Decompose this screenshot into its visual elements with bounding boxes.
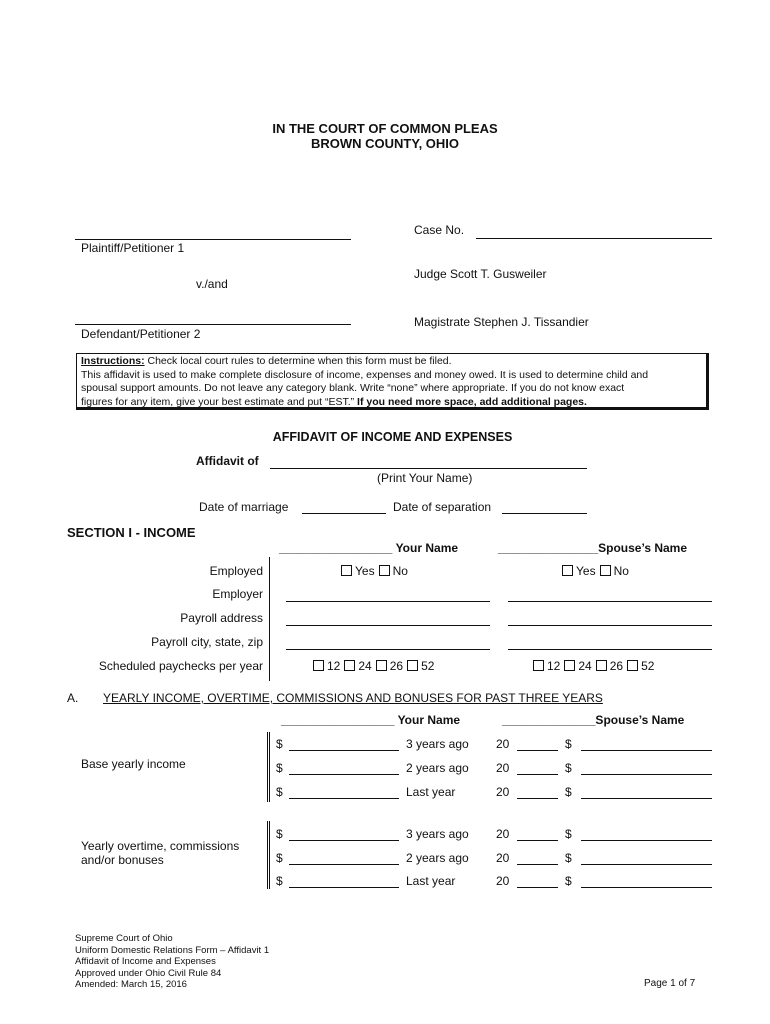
overtime-label-line2: and/or bonuses bbox=[81, 853, 164, 867]
base-income-bracket bbox=[267, 732, 270, 802]
period-label: 2 years ago bbox=[406, 851, 469, 865]
period-label: 3 years ago bbox=[406, 827, 469, 841]
spouse-name-header: _______________Spouse’s Name bbox=[498, 541, 688, 555]
your-amount-field[interactable] bbox=[289, 887, 399, 888]
spouse-dollar-sign: $ bbox=[565, 761, 572, 775]
plaintiff-field[interactable] bbox=[75, 239, 351, 240]
payroll-city-label: Payroll city, state, zip bbox=[151, 635, 263, 649]
overtime-bracket bbox=[267, 821, 270, 889]
your-amount-field[interactable] bbox=[289, 864, 399, 865]
paycheck-checkbox[interactable] bbox=[627, 660, 638, 671]
section-a-letter: A. bbox=[67, 691, 79, 705]
period-label: Last year bbox=[406, 785, 456, 799]
footer-line: Approved under Ohio Civil Rule 84 bbox=[75, 967, 222, 979]
your-employed-no-checkbox[interactable] bbox=[379, 565, 390, 576]
spouse-payroll-city-field[interactable] bbox=[508, 649, 712, 650]
your-payroll-city-field[interactable] bbox=[286, 649, 490, 650]
period-label: 2 years ago bbox=[406, 761, 469, 775]
your-dollar-sign: $ bbox=[276, 851, 283, 865]
affidavit-title: AFFIDAVIT OF INCOME AND EXPENSES bbox=[272, 430, 513, 444]
your-dollar-sign: $ bbox=[276, 874, 283, 888]
your-name-header: _________________ Your Name bbox=[279, 541, 459, 555]
pay-option-label: 26 bbox=[609, 659, 624, 673]
pay-option-label: 26 bbox=[389, 659, 404, 673]
vs-label: v./and bbox=[196, 277, 228, 291]
date-marriage-field[interactable] bbox=[302, 513, 386, 514]
spouse-payroll-address-field[interactable] bbox=[508, 625, 712, 626]
pay-option-label: 12 bbox=[327, 659, 341, 673]
payroll-address-label: Payroll address bbox=[180, 611, 263, 625]
your-dollar-sign: $ bbox=[276, 827, 283, 841]
yes-label: Yes bbox=[355, 564, 375, 578]
pay-option-label: 12 bbox=[547, 659, 561, 673]
spouse-employed-options bbox=[562, 564, 633, 578]
your-amount-field[interactable] bbox=[289, 840, 399, 841]
case-no-field[interactable] bbox=[476, 238, 712, 239]
your-employed-yes-checkbox[interactable] bbox=[341, 565, 352, 576]
spouse-employed-yes-checkbox[interactable] bbox=[562, 565, 573, 576]
your-dollar-sign: $ bbox=[276, 785, 283, 799]
spouse-dollar-sign: $ bbox=[565, 874, 572, 888]
your-employed-options bbox=[341, 564, 412, 578]
defendant-field[interactable] bbox=[75, 324, 351, 325]
year-prefix: 20 bbox=[496, 737, 510, 751]
section-i-divider bbox=[269, 557, 270, 681]
year-prefix: 20 bbox=[496, 874, 510, 888]
date-separation-label: Date of separation bbox=[393, 500, 492, 514]
year-field[interactable] bbox=[517, 774, 558, 775]
instructions-line1: Check local court rules to determine when this form must be filed. bbox=[144, 355, 452, 367]
section-a-title: YEARLY INCOME, OVERTIME, COMMISSIONS AND BONUSES FOR PAST THREE YEARS bbox=[103, 691, 603, 705]
your-dollar-sign: $ bbox=[276, 761, 283, 775]
paycheck-checkbox[interactable] bbox=[596, 660, 607, 671]
yes-label: Yes bbox=[576, 564, 596, 578]
base-yearly-income-label: Base yearly income bbox=[81, 757, 186, 771]
your-dollar-sign: $ bbox=[276, 737, 283, 751]
year-prefix: 20 bbox=[496, 761, 510, 775]
overtime-label-line1: Yearly overtime, commissions bbox=[81, 839, 240, 853]
instructions-line2: This affidavit is used to make complete disclosure of income, expenses and money owed. It is used to determine child and bbox=[81, 368, 649, 381]
paychecks-label: Scheduled paychecks per year bbox=[98, 659, 263, 673]
spouse-amount-field[interactable] bbox=[581, 864, 712, 865]
spouse-amount-field[interactable] bbox=[581, 887, 712, 888]
instructions-line4: figures for any item, give your best estimate and put “EST.” bbox=[81, 395, 358, 408]
year-field[interactable] bbox=[517, 864, 558, 865]
date-separation-field[interactable] bbox=[502, 513, 587, 514]
judge-name: Judge Scott T. Gusweiler bbox=[414, 267, 547, 281]
year-field[interactable] bbox=[517, 750, 558, 751]
spouse-employed-no-checkbox[interactable] bbox=[600, 565, 611, 576]
year-prefix: 20 bbox=[496, 827, 510, 841]
spouse-amount-field[interactable] bbox=[581, 750, 712, 751]
employer-label: Employer bbox=[212, 587, 263, 601]
affiant-name-field[interactable] bbox=[270, 468, 587, 469]
year-field[interactable] bbox=[517, 840, 558, 841]
footer-block bbox=[75, 933, 269, 991]
no-label: No bbox=[613, 564, 629, 578]
pay-option-label: 24 bbox=[578, 659, 592, 673]
paycheck-checkbox[interactable] bbox=[407, 660, 418, 671]
pay-option-label: 52 bbox=[641, 659, 655, 673]
county-name: BROWN COUNTY, OHIO bbox=[310, 136, 460, 151]
print-name-hint: (Print Your Name) bbox=[377, 471, 473, 485]
spouse-dollar-sign: $ bbox=[565, 737, 572, 751]
year-prefix: 20 bbox=[496, 851, 510, 865]
paycheck-checkbox[interactable] bbox=[564, 660, 575, 671]
no-label: No bbox=[392, 564, 408, 578]
section-a-your-name-header: _________________ Your Name bbox=[281, 713, 461, 727]
year-prefix: 20 bbox=[496, 785, 510, 799]
your-amount-field[interactable] bbox=[289, 798, 399, 799]
section-i-title: SECTION I - INCOME bbox=[67, 525, 196, 540]
your-payroll-address-field[interactable] bbox=[286, 625, 490, 626]
footer-line: Supreme Court of Ohio bbox=[75, 933, 173, 944]
period-label: Last year bbox=[406, 874, 456, 888]
spouse-dollar-sign: $ bbox=[565, 785, 572, 799]
section-a-spouse-name-header: ______________Spouse’s Name bbox=[502, 713, 685, 727]
your-paychecks-options bbox=[313, 659, 438, 673]
plaintiff-label: Plaintiff/Petitioner 1 bbox=[81, 241, 185, 255]
pay-option-label: 24 bbox=[358, 659, 372, 673]
pay-option-label: 52 bbox=[421, 659, 435, 673]
magistrate-name: Magistrate Stephen J. Tissandier bbox=[414, 315, 589, 329]
footer-line: Affidavit of Income and Expenses bbox=[75, 956, 216, 967]
instructions-more-space: If you need more space, add additional pages. bbox=[357, 395, 587, 408]
spouse-amount-field[interactable] bbox=[581, 840, 712, 841]
spouse-amount-field[interactable] bbox=[581, 774, 712, 775]
spouse-dollar-sign: $ bbox=[565, 851, 572, 865]
paycheck-checkbox[interactable] bbox=[313, 660, 324, 671]
footer-line: Uniform Domestic Relations Form – Affidavit 1 bbox=[75, 944, 270, 956]
page-number: Page 1 of 7 bbox=[644, 978, 696, 989]
paycheck-checkbox[interactable] bbox=[376, 660, 387, 671]
your-amount-field[interactable] bbox=[289, 750, 399, 751]
period-label: 3 years ago bbox=[406, 737, 469, 751]
year-field[interactable] bbox=[517, 887, 558, 888]
spouse-amount-field[interactable] bbox=[581, 798, 712, 799]
year-field[interactable] bbox=[517, 798, 558, 799]
spouse-dollar-sign: $ bbox=[565, 827, 572, 841]
spouse-paychecks-options bbox=[533, 659, 658, 673]
your-amount-field[interactable] bbox=[289, 774, 399, 775]
footer-line: Amended: March 15, 2016 bbox=[75, 979, 187, 990]
case-no-label: Case No. bbox=[414, 223, 465, 237]
paycheck-checkbox[interactable] bbox=[533, 660, 544, 671]
spouse-employer-field[interactable] bbox=[508, 601, 712, 602]
date-marriage-label: Date of marriage bbox=[199, 500, 289, 514]
court-name: IN THE COURT OF COMMON PLEAS bbox=[272, 121, 498, 136]
employed-label: Employed bbox=[209, 564, 263, 578]
instructions-line3: spousal support amounts. Do not leave any category blank. Write “none” where appropriate. If you do not know exact bbox=[81, 382, 625, 394]
instructions-heading: Instructions: bbox=[81, 355, 145, 367]
paycheck-checkbox[interactable] bbox=[344, 660, 355, 671]
your-employer-field[interactable] bbox=[286, 601, 490, 602]
instructions-box bbox=[76, 353, 709, 410]
defendant-label: Defendant/Petitioner 2 bbox=[81, 327, 201, 341]
affidavit-of-label: Affidavit of bbox=[196, 454, 259, 468]
